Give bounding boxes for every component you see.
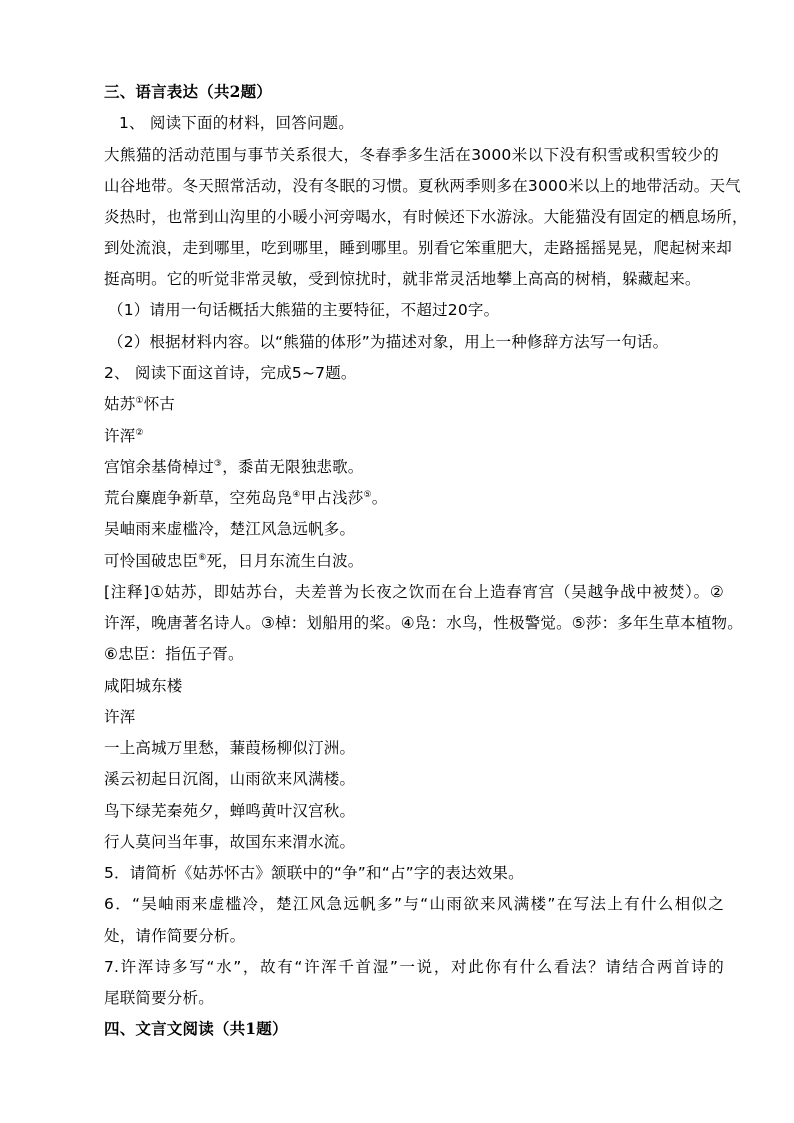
note-mark: ③ [213,459,223,469]
q6-line-2: 处，请作简要分析。 [104,927,246,945]
q1-sub2: （2）根据材料内容。以“熊猫的体形”为描述对象，用上一种修辞方法写一句话。 [108,333,669,351]
q2-intro: 2、 阅读下面这首诗，完成5~7题。 [104,364,357,382]
passage-line-1: 大熊猫的活动范围与事节关系很大，冬春季多生活在3000米以下没有积雪或积雪较少的 [104,146,719,164]
poem2-line-3: 鸟下绿芜秦苑夕，蝉鸣黄叶汉宫秋。 [104,802,356,820]
poem2-line-2: 溪云初起日沉阁，山雨欲来风满楼。 [104,770,356,788]
poem2-line-4: 行人莫问当年事，故国东来渭水流。 [104,833,356,851]
passage-line-5: 挺高明。它的听觉非常灵敏，受到惊扰时，就非常灵活地攀上高高的树梢，躲藏起来。 [104,270,701,288]
notes-line-2: 许浑，晚唐著名诗人。③棹：划船用的桨。④凫：水鸟，性极警觉。⑤莎：多年生草本植物。 [104,614,743,632]
poem2-author: 许浑 [104,708,136,726]
section4-heading: 四、文言文阅读（共1题） [104,1019,288,1038]
passage-line-4: 到处流浪，走到哪里，吃到哪里，睡到哪里。别看它笨重肥大，走路摇摇晃晃，爬起树来却 [104,239,733,257]
poem1-line-2: 荒台麋鹿争新草，空苑岛凫④甲占浅莎⑤。 [104,489,388,507]
poem1-line-1: 宫馆余基倚棹过③，黍苗无限独悲歌。 [104,458,364,476]
poem1-title: 姑苏①怀古 [104,395,176,413]
poem2-line-1: 一上高城万里愁，蒹葭杨柳似汀洲。 [104,739,356,757]
poem2-title: 咸阳城东楼 [104,677,183,695]
passage-line-3: 炎热时，也常到山沟里的小暖小河旁喝水，有时候还下水游泳。大能猫没有固定的栖息场所， [104,208,748,226]
q1-sub1: （1）请用一句话概括大熊猫的主要特征，不超过20字。 [108,301,500,319]
poem1-author: 许浑② [104,427,144,445]
notes-line-1: [注释]①姑苏，即姑苏台，夫差普为长夜之饮而在台上造春宵宫（吴越争战中被焚）。② [104,583,724,601]
poem1-line-4: 可怜国破忠臣⑥死，日月东流生白波。 [104,552,364,570]
note-mark: ④ [292,490,301,500]
q5: 5．请简析《姑苏怀古》颔联中的“争”和“占”字的表达效果。 [104,864,524,882]
q6-line-1: 6．“吴岫雨来虚槛冷，楚江风急远帆多”与“山雨欲来风满楼”在写法上有什么相似之 [104,895,724,913]
note-mark: ② [135,428,144,438]
section3-heading: 三、语言表达（共2题） [104,82,272,101]
note-mark: ⑤ [363,490,372,500]
q1-intro: 1、 阅读下面的材料，回答问题。 [119,114,354,132]
passage-line-2: 山谷地带。冬天照常活动，没有冬眠的习惯。夏秋两季则多在3000米以上的地带活动。天气 [104,177,741,195]
note-mark: ⑥ [198,553,207,563]
q7-line-1: 7.许浑诗多写“水”，故有“许浑千首湿”一说，对此你有什么看法？请结合两首诗的 [104,958,724,976]
notes-line-3: ⑥忠臣：指伍子胥。 [104,645,244,663]
q7-line-2: 尾联简要分析。 [104,989,214,1007]
note-mark: ① [135,396,144,406]
poem1-line-3: 吴岫雨来虚槛冷，楚江风急远帆多。 [104,520,356,538]
